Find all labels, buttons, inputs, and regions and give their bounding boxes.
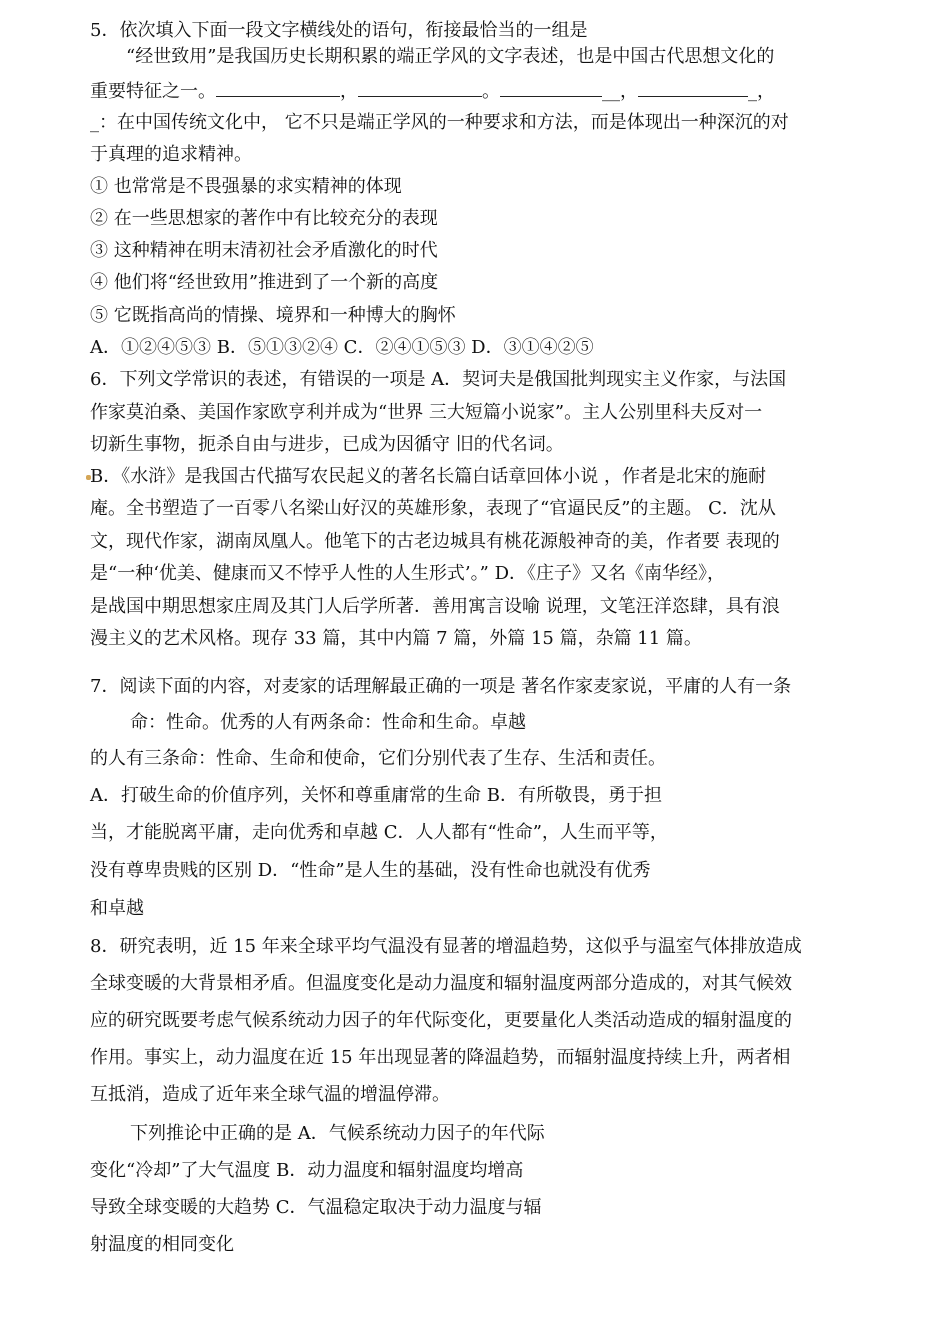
q5-sep-4: _， (748, 81, 775, 102)
q5-stem: 5．依次填入下面一段文字横线处的语句，衔接最恰当的一组是 (90, 20, 588, 41)
q5-options: A．①②④⑤③ B．⑤①③②④ C．②④①⑤③ D．③①④②⑤ (90, 337, 594, 358)
q6-line-6: 文，现代作家，湖南凤凰人。他笔下的古老边城具有桃花源般神奇的美，作者要 表现的 (90, 531, 780, 552)
q5-sep-1: ， (340, 81, 358, 102)
q5-blank-3 (500, 80, 602, 97)
q7-line-7: 和卓越 (90, 898, 144, 919)
q7-line-3: 的人有三条命：性命、生命和使命，它们分别代表了生存、生活和责任。 (90, 748, 666, 769)
q8-sub-4: 射温度的相同变化 (90, 1234, 234, 1255)
q6-line-9: 漫主义的艺术风格。现存 33 篇，其中内篇 7 篇，外篇 15 篇，杂篇 11 篇。 (90, 628, 702, 649)
q6-line-4: B．《水浒》是我国古代描写农民起义的著名长篇白话章回体小说 ，作者是北宋的施耐 (90, 466, 766, 487)
q8-line-4: 作用。事实上，动力温度在近 15 年出现显著的降温趋势，而辐射温度持续上升，两者相 (90, 1047, 791, 1068)
q8-line-3: 应的研究既要考虑气候系统动力因子的年代际变化，更要量化人类活动造成的辐射温度的 (90, 1010, 792, 1031)
q8-sub-2: 变化“冷却”了大气温度 B．动力温度和辐射温度均增高 (90, 1160, 524, 1181)
q5-passage-prefix: 重要特征之一。 (90, 81, 216, 102)
q5-item-2: ② 在一些思想家的著作中有比较充分的表现 (90, 208, 438, 229)
q6-line-5: 庵。全书塑造了一百零八名梁山好汉的英雄形象，表现了“官逼民反”的主题。 C．沈从 (90, 498, 776, 519)
q7-line-4: A．打破生命的价值序列，关怀和尊重庸常的生命 B．有所敬畏，勇于担 (90, 785, 662, 806)
q5-sep-3: __， (602, 81, 638, 102)
q5-item-1: ① 也常常是不畏强暴的求实精神的体现 (90, 176, 402, 197)
q5-item-5: ⑤ 它既指高尚的情操、境界和一种博大的胸怀 (90, 305, 456, 326)
q8-sub-1: 下列推论中正确的是 A．气候系统动力因子的年代际 (130, 1123, 545, 1144)
q6-line-8: 是战国中期思想家庄周及其门人后学所著．善用寓言设喻 说理，文笔汪洋恣肆，具有浪 (90, 596, 780, 617)
q7-line-1: 7．阅读下面的内容，对麦家的话理解最正确的一项是 著名作家麦家说，平庸的人有一条 (90, 676, 792, 697)
q5-passage-line-1: “经世致用”是我国历史长期积累的端正学风的文字表述，也是中国古代思想文化的 (126, 46, 775, 67)
q5-blank-4 (638, 80, 748, 97)
q7-line-2: 命：性命。优秀的人有两条命：性命和生命。卓越 (130, 712, 526, 733)
q5-sep-2: 。 (482, 81, 500, 102)
q6-line-7: 是“一种‘优美、健康而又不悖乎人性的人生形式’。” D．《庄子》又名《南华经》， (90, 563, 725, 584)
q5-item-3: ③ 这种精神在明末清初社会矛盾激化的时代 (90, 240, 438, 261)
q6-line-1: 6．下列文学常识的表述，有错误的一项是 A．契诃夫是俄国批判现实主义作家，与法国 (90, 369, 787, 390)
q7-line-6: 没有尊卑贵贱的区别 D．“性命”是人生的基础，没有性命也就没有优秀 (90, 860, 651, 881)
q5-passage-line-2 (90, 80, 775, 103)
q8-line-5: 互抵消，造成了近年来全球气温的增温停滞。 (90, 1084, 450, 1105)
q8-line-1: 8．研究表明，近 15 年来全球平均气温没有显著的增温趋势，这似乎与温室气体排放造成 (90, 936, 802, 957)
q5-passage-line-3: _：在中国传统文化中， 它不只是端正学风的一种要求和方法，而是体现出一种深沉的对 (90, 112, 789, 133)
q5-passage-line-4: 于真理的追求精神。 (90, 144, 252, 165)
q5-item-4: ④ 他们将“经世致用”推进到了一个新的高度 (90, 272, 439, 293)
q6-line-3: 切新生事物，扼杀自由与进步，已成为因循守 旧的代名词。 (90, 434, 564, 455)
q6-line-2: 作家莫泊桑、美国作家欧亨利并成为“世界 三大短篇小说家”。主人公别里科夫反对一 (90, 402, 763, 423)
q7-line-5: 当，才能脱离平庸，走向优秀和卓越 C．人人都有“性命”，人生而平等， (90, 822, 668, 843)
q8-sub-3: 导致全球变暖的大趋势 C．气温稳定取决于动力温度与辐 (90, 1197, 542, 1218)
q8-line-2: 全球变暖的大背景相矛盾。但温度变化是动力温度和辐射温度两部分造成的，对其气候效 (90, 973, 792, 994)
q5-blank-2 (358, 80, 482, 97)
q5-blank-1 (216, 80, 340, 97)
